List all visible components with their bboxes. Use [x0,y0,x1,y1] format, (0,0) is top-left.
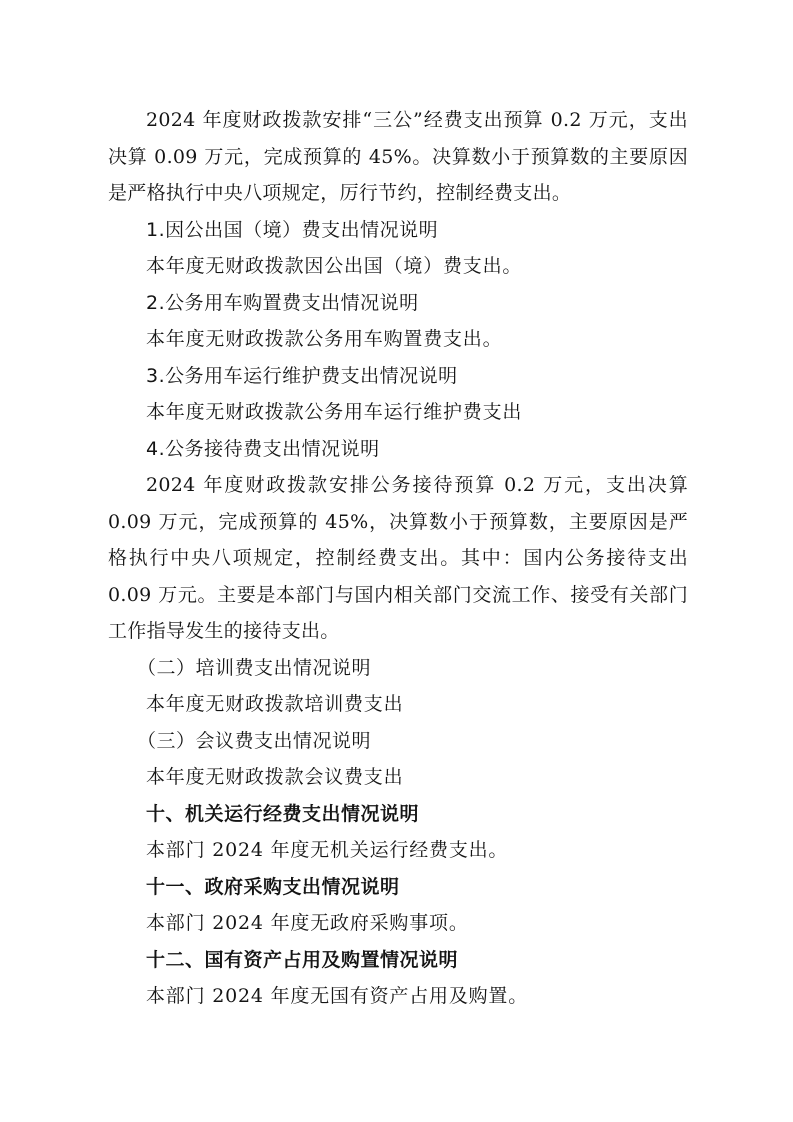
document-body [108,102,688,1015]
heading-reception: 4.公务接待费支出情况说明 [146,437,380,460]
section-10-paragraph: 本部门 2024 年度无机关运行经费支出。 [146,839,509,861]
heading-section-12: 十二、国有资产占用及购置情况说明 [146,948,459,971]
meeting-paragraph: 本年度无财政拨款会议费支出 [146,766,404,788]
vehicle-purchase-paragraph: 本年度无财政拨款公务用车购置费支出。 [146,328,503,350]
heading-training: （二）培训费支出情况说明 [137,656,372,679]
heading-section-10: 十、机关运行经费支出情况说明 [146,802,420,825]
reception-paragraph: 2024 年度财政拨款安排公务接待预算 0.2 万元，支出决算 0.09 万元，完成预算的 45%，决算数小于预算数，主要原因是严格执行中央八项规定，控制经费支出。其中：国内公务接待支出 0.09 万元。主要是本部门与国内相关部门交流工作、接受有关部门工作指导发生的接待支出。 [108,474,688,642]
heading-section-11: 十一、政府采购支出情况说明 [146,875,400,898]
overseas-travel-paragraph: 本年度无财政拨款因公出国（境）费支出。 [146,255,523,277]
heading-meeting: （三）会议费支出情况说明 [137,729,372,752]
heading-vehicle-operation: 3.公务用车运行维护费支出情况说明 [146,364,458,387]
heading-vehicle-purchase: 2.公务用车购置费支出情况说明 [146,291,419,314]
intro-paragraph: 2024 年度财政拨款安排“三公”经费支出预算 0.2 万元，支出决算 0.09 万元，完成预算的 45%。决算数小于预算数的主要原因是严格执行中央八项规定，厉行节约，控制经费支出。 [108,109,688,204]
heading-overseas-travel: 1.因公出国（境）费支出情况说明 [146,218,439,241]
vehicle-operation-paragraph: 本年度无财政拨款公务用车运行维护费支出 [146,401,523,423]
section-12-paragraph: 本部门 2024 年度无国有资产占用及购置。 [146,985,529,1007]
section-11-paragraph: 本部门 2024 年度无政府采购事项。 [146,912,469,934]
training-paragraph: 本年度无财政拨款培训费支出 [146,693,404,715]
